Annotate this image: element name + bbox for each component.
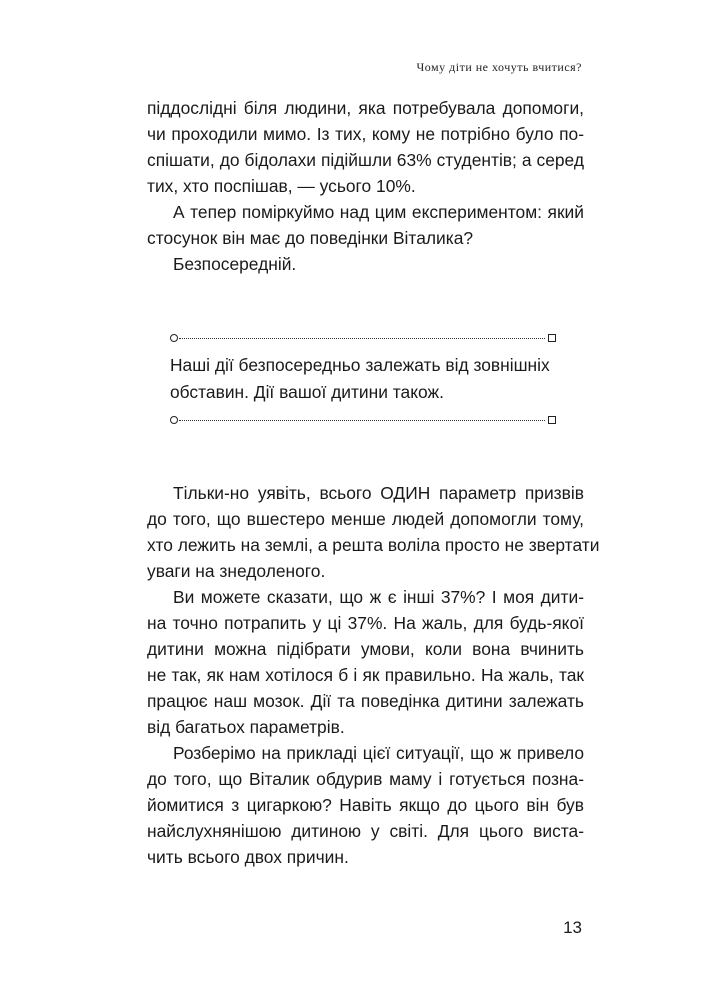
text-line: уваги на знедоленого. bbox=[147, 561, 326, 581]
body-text-bottom bbox=[147, 480, 600, 870]
text-line: хто лежить на землі, а решта воліла просто не звертати bbox=[147, 535, 600, 555]
text-line: Безпосередній. bbox=[173, 254, 297, 274]
text-line: чи проходили мимо. Із тих, кому не потрібно було по- bbox=[147, 124, 584, 144]
text-line: Розберімо на прикладі цієї ситуації, що ж привело bbox=[173, 743, 584, 763]
circle-ornament-icon bbox=[170, 416, 178, 424]
text-line: дитини можна підібрати умови, коли вона вчинить bbox=[147, 639, 584, 659]
body-text-top bbox=[147, 95, 584, 277]
text-line: на точно потрапить у ці 37%. На жаль, для будь-якої bbox=[147, 613, 584, 633]
circle-ornament-icon bbox=[170, 334, 178, 342]
top-rule bbox=[170, 334, 556, 344]
square-ornament-icon bbox=[548, 334, 556, 342]
bottom-rule bbox=[170, 416, 556, 426]
dotted-divider bbox=[179, 420, 545, 421]
pull-quote-text bbox=[170, 352, 550, 406]
page-number: 13 bbox=[563, 918, 582, 937]
text-line: тих, хто поспішав, — усього 10%. bbox=[147, 176, 416, 196]
text-line: Ви можете сказати, що ж є інші 37%? І моя дити- bbox=[173, 587, 584, 607]
dotted-divider bbox=[179, 338, 545, 339]
text-line: найслухнянішою дитиною у світі. Для цього виста- bbox=[147, 821, 584, 841]
pull-quote-line: обставин. Дії вашої дитини також. bbox=[170, 382, 444, 402]
text-line: Тільки-но уявіть, всього ОДИН параметр призвів bbox=[173, 483, 584, 503]
pull-quote-line: Наші дії безпосередньо залежать від зовнішніх bbox=[170, 355, 550, 375]
text-line: піддослідні біля людини, яка потребувала допомоги, bbox=[147, 98, 584, 118]
text-line: працює наш мозок. Дії та поведінка дитини залежать bbox=[147, 691, 584, 711]
text-line: чить всього двох причин. bbox=[147, 847, 349, 867]
text-line: до того, що вшестеро менше людей допомогли тому, bbox=[147, 509, 584, 529]
text-line: стосунок він має до поведінки Віталика? bbox=[147, 228, 474, 248]
text-line: спішати, до бідолахи підійшли 63% студентів; а серед bbox=[147, 150, 584, 170]
running-title: Чому діти не хочуть вчитися? bbox=[416, 60, 582, 74]
text-line: А тепер поміркуймо над цим експериментом: який bbox=[173, 202, 584, 222]
text-line: до того, що Віталик обдурив маму і готується позна- bbox=[147, 769, 584, 789]
text-line: йомитися з цигаркою? Навіть якщо до цього він був bbox=[147, 795, 584, 815]
text-line: від багатьох параметрів. bbox=[147, 717, 345, 737]
text-line: не так, як нам хотілося б і як правильно. На жаль, так bbox=[147, 665, 584, 685]
square-ornament-icon bbox=[548, 416, 556, 424]
